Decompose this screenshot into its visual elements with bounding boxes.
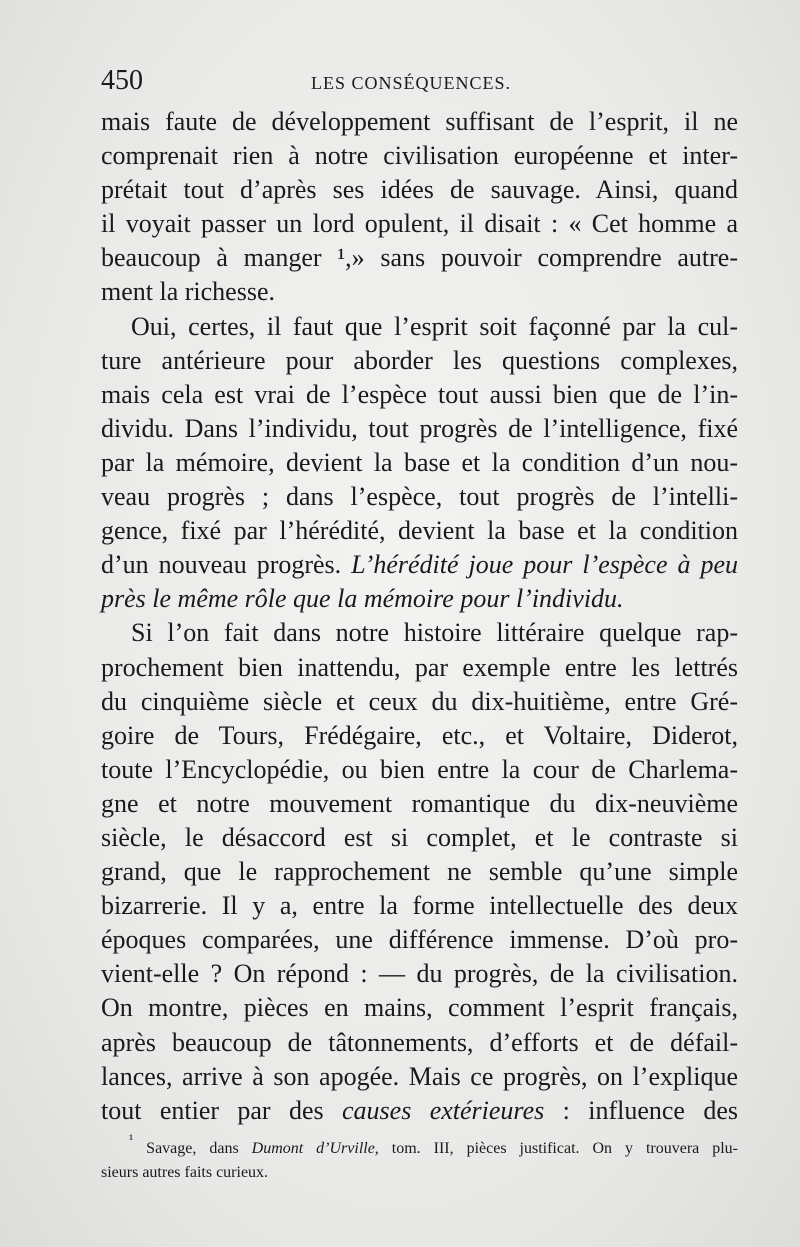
paragraph-2	[101, 310, 738, 617]
text-line: prétait tout d’après ses idées de sauvage. Ainsi, quand	[101, 175, 738, 205]
text-line: ture antérieure pour aborder les questions complexes,	[101, 345, 738, 375]
text-line: gence, fixé par l’hérédité, devient la base et la condition	[101, 516, 738, 546]
page-number: 450	[101, 65, 143, 96]
text-line: après beaucoup de tâtonnements, d’efforts et de défail-	[101, 1027, 738, 1057]
footnote-line: sieurs autres faits curieux.	[101, 1164, 269, 1181]
footnote-marker: ¹	[129, 1133, 134, 1148]
text-line: vient-elle ? On répond : — du progrès, de la civilisation.	[101, 959, 738, 989]
text-line: mais faute de développement suffisant de l’esprit, il ne	[101, 107, 738, 136]
text-italic: L’hérédité joue pour l’espèce à peu	[351, 550, 739, 580]
footnote-line	[101, 1133, 739, 1161]
text-line: ment la richesse.	[101, 277, 275, 307]
text-line: comprenait rien à notre civilisation européenne et inter-	[101, 141, 738, 171]
text-line: siècle, le désaccord est si complet, et le contraste si	[101, 822, 738, 852]
text-italic: causes extérieures	[342, 1095, 545, 1125]
text-line: dividu. Dans l’individu, tout progrès de l’intelligence, fixé	[101, 413, 738, 443]
text-roman: d’un nouveau progrès.	[101, 550, 352, 580]
text-line: bizarrerie. Il y a, entre la forme intellectuelle des deux	[101, 891, 738, 921]
running-head	[101, 64, 738, 98]
text-line: du cinquième siècle et ceux du dix-huitième, entre Gré-	[101, 686, 738, 716]
text-line: On montre, pièces en mains, comment l’esprit français,	[101, 993, 738, 1023]
paragraph-1	[101, 105, 738, 310]
text-line	[101, 1094, 738, 1128]
text-line: par la mémoire, devient la base et la condition d’un nou-	[101, 447, 738, 477]
text-roman: : influence des	[544, 1095, 738, 1125]
paragraph-3	[101, 616, 738, 1127]
text-line: prochement bien inattendu, par exemple entre les lettrés	[101, 652, 738, 682]
footnote	[101, 1133, 739, 1185]
text-line: mais cela est vrai de l’espèce tout aussi bien que de l’in-	[101, 379, 738, 409]
text-line: toute l’Encyclopédie, ou bien entre la cour de Charlema-	[101, 754, 738, 784]
footnote-italic: Dumont d’Urville,	[251, 1140, 379, 1157]
text-line: époques comparées, une différence immense. D’où pro-	[101, 925, 738, 955]
text-line: Si l’on fait dans notre histoire littéraire quelque rap-	[131, 618, 738, 648]
text-line: il voyait passer un lord opulent, il disait : « Cet homme a	[101, 209, 738, 239]
running-title: LES CONSÉQUENCES.	[311, 73, 512, 93]
text-line: Oui, certes, il faut que l’esprit soit façonné par la cul-	[131, 311, 738, 341]
text-line: beaucoup à manger ¹,» sans pouvoir comprendre autre-	[101, 243, 738, 273]
text-roman: tout entier par des	[101, 1095, 343, 1125]
text-line-italic: près le même rôle que la mémoire pour l’individu.	[101, 584, 624, 614]
body-text	[101, 105, 738, 1128]
text-line: lances, arrive à son apogée. Mais ce progrès, on l’explique	[101, 1061, 738, 1091]
text-line: goire de Tours, Frédégaire, etc., et Voltaire, Diderot,	[101, 720, 738, 750]
text-line: gne et notre mouvement romantique du dix-neuvième	[101, 788, 738, 818]
text-line: grand, que le rapprochement ne semble qu’une simple	[101, 857, 738, 887]
footnote-text: Savage, dans	[133, 1140, 252, 1157]
text-line: veau progrès ; dans l’espèce, tout progrès de l’intelli-	[101, 482, 738, 512]
text-line	[101, 548, 738, 582]
footnote-text: tom. III, pièces justificat. On y trouvera plu-	[378, 1140, 739, 1157]
